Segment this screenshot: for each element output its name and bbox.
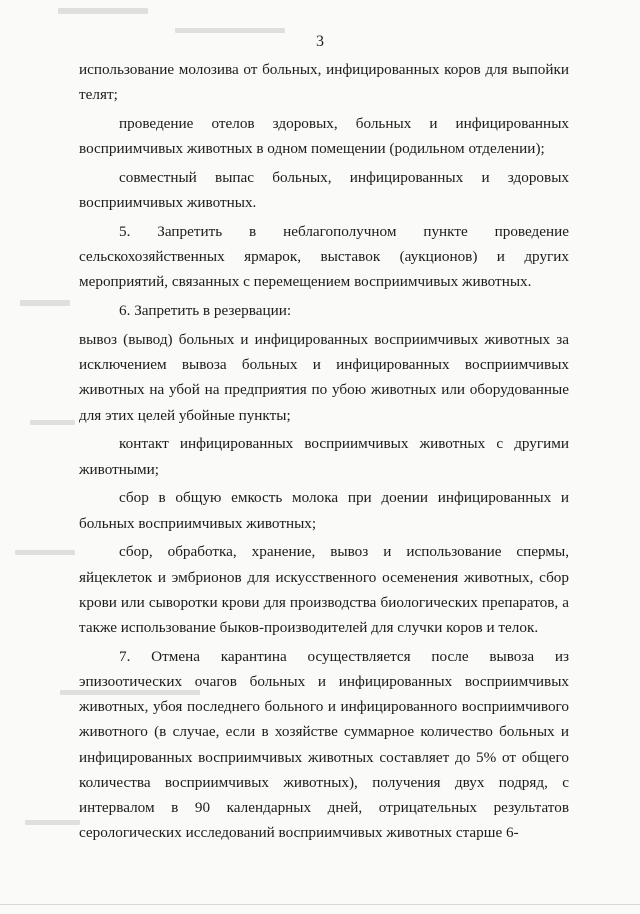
paragraph: 5. Запретить в неблагополучном пункте проведение сельскохозяйственных ярмарок, выставок (аукционов) и других мероприятий, связанных с перемещением восприимчивых животных. [79,223,569,291]
paragraph: вывоз (вывод) больных и инфицированных восприимчивых животных за исключением вывоза больных и инфицированных восприимчивых животных на убой на предприятия по убою животных или оборудованные для этих целей убойные пункты; [79,331,569,424]
paragraph: контакт инфицированных восприимчивых животных с другими животными; [79,435,569,478]
scan-speckle [30,420,75,425]
scan-speckle [25,820,80,825]
paragraph: 6. Запретить в резервации: [119,302,292,320]
paragraph: 7. Отмена карантина осуществляется после вывоза из эпизоотических очагов больных и инфицированных восприимчивых животных, убоя последнего больного и инфицированного восприимчивого животного (в случае, если в хозяйстве суммарное количество больных и инфицированных восприимчивых животных составляет до 5% от общего количества восприимчивых животных), получения двух подряд, с интервалом в 90 календарных дней, отрицательных результатов серологических исследований восприимчивых животных старше 6- [79,647,569,842]
page-number: 3 [316,33,324,50]
scan-speckle [20,300,70,306]
paragraph: использование молозива от больных, инфицированных коров для выпойки телят; [79,61,569,104]
scan-speckle [15,550,75,555]
scan-speckle [58,8,148,14]
scan-edge [0,904,640,905]
paragraph: сбор, обработка, хранение, вывоз и использование спермы, яйцеклеток и эмбрионов для искусственного осеменения животных, сбор крови или сыворотки крови для производства биологических препаратов, а также использование быков-производителей для случки коров и телок. [79,543,569,637]
paragraph: совместный выпас больных, инфицированных и здоровых восприимчивых животных. [79,169,569,212]
document-body [79,57,569,849]
paragraph: проведение отелов здоровых, больных и инфицированных восприимчивых животных в одном помещении (родильном отделении); [79,115,569,158]
paragraph: сбор в общую емкость молока при доении инфицированных и больных восприимчивых животных; [79,489,569,532]
